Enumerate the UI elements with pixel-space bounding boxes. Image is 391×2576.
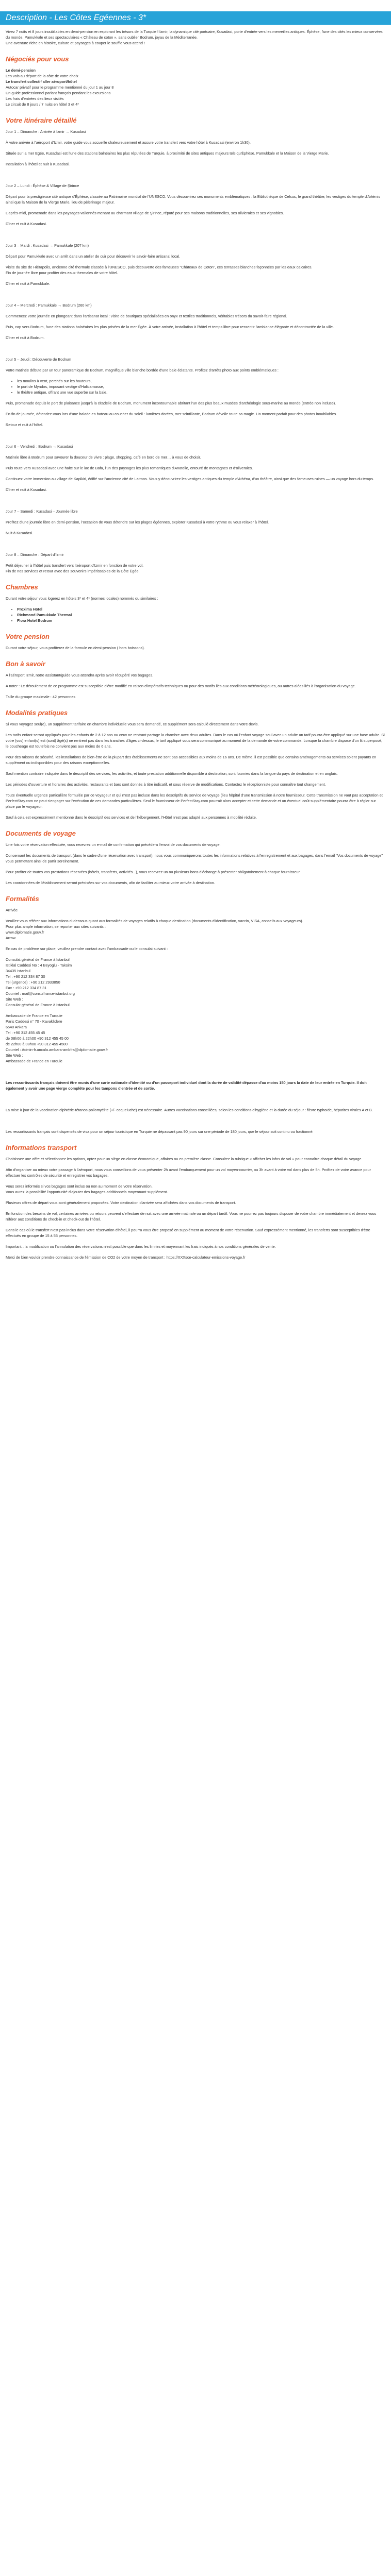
ambassade-line: de 22h00 à 08h00 +90 312 455 4500 [6,1042,68,1046]
bodrum-bullet-list [6,378,386,395]
transport-paragraph: Dans le cas où le transfert n'est pas inclus dans votre réservation d'hôtel, il pourra vous être proposé en supplément au moment de votre réservation. Sauf expressément mentionné, les transferts sont susceptibles d'être effectués en groupe de 15 à 55 personnes. [6,1228,370,1238]
formalites-text: Veuillez vous référer aux informations ci-dessous quant aux formalités de voyages relatifs à chaque destination (documents d'identification, vaccin, VISA, conseils aux voyageurs). [6,919,303,923]
ambassade-line: Ambassade de France en Turquie [6,1013,62,1018]
transport-paragraph: Plusieurs offres de départ vous sont généralement proposées. Votre destination d'arrivée sera affichées dans vos documents de transport. [6,1200,236,1205]
documents-block [6,842,386,886]
day-paragraph: Profitez d'une journée libre en demi-pension, l'occasion de vous détendre sur les plages égéennes, explorer Kusadasi à votre rythme ou vous relaxer à l'hôtel. [6,520,269,524]
spacer [6,172,386,178]
transport-paragraph: Merci de bien vouloir prendre connaissance de l'émission de CO2 de votre moyen de transport : https://XXXsce-calculateur-emissions-voyage.fr [6,1255,246,1260]
negocie-item: Un guide professionnel parlant français pendant les excursions [6,91,111,95]
ambassade-line: Paris Caddesi n° 70 - Kavaklıdere [6,1019,62,1024]
consulat-line: Tel (urgence) : +90 212 2933850 [6,980,60,985]
day-title: Jour 4 – Mercredi : Pamukkale → Bodrum (260 km) [6,303,92,308]
day-title: Jour 8 – Dimanche : Départ d'Izmir [6,552,64,557]
day-text: Fin de nos services et retour avec des souvenirs impérissables de la Côte Égée. [6,569,140,573]
consulat-line: Consulat général de France à Istanbul [6,1003,70,1007]
intro-block [6,29,386,46]
chambres-block [6,596,386,623]
modalites-paragraph: Les tarifs enfant seront appliqués pour les enfants de 2 à 12 ans ou ceux ne rentrant partage la chambre avec deux adultes. Dans le cas où l'enfant voyage seul avec un adulte un tarif pourra être appliqué sur une base adulte. Si votre (vos) enfant(s) est (sont) âgé(s) ne rentrent pas dans les tranches d'âges ci-dessus, le tarif appliqué vous sera communiqué au moment de la demande de votre commande. Lorsque la chambre dispose d'un lit superposé, le coucheage est toutefois ne convient pas aux moins de 6 ans. [6,733,385,749]
spacer [6,292,386,297]
day-title: Jour 6 – Vendredi : Bodrum → Kusadasi [6,444,73,449]
modalites-paragraph: Si vous voyagez seul(e), un supplément tarifaire en chambre individuelle vous sera demandé, ce supplément sera calculé directement dans votre devis. [6,722,259,726]
intro-paragraph: Vivez 7 nuits et 8 jours inoubliables en demi-pension en explorant les trésors de la Turquie ! Izmir, la dynamique cité portuaire, Kusadasi, porte d'entrée vers les merveilles antiques. Éphèse, l'une des cités les mieux conservées du monde, Pamukkale et ses spectaculaires « Château de coton », sans oublier Bodrum, joyau de la Méditerranée. [6,29,383,40]
consulat-line: Consulat général de France à Istanbul [6,957,70,962]
diplomatie-link[interactable]: www.diplomatie.gouv.fr [6,930,44,935]
formalites-paragraph [6,918,386,941]
modalites-paragraph: Toute éventuelle urgence particulière formulée par ce voyageur et qui n'est pas incluse dans les descriptifs du service de voyage (lieu hôpital d'une transmission à notre fournisseur. Cette transmission ne vaut pas acceptation et PerfectStay.com ne peut s'engager sur l'exécution de ces demandes particulières. Seul le fournisseur de PerfectStay.com pourrait alors accepter et cette demande et un éventuel coût supplémentaire pourra être à régler sur place par le voyageur. [6,793,383,809]
day-paragraph: Départ pour Pamukkale avec un arrêt dans un atelier de cuir pour découvrir le savoir-faire artisanal local. [6,254,181,259]
chambres-intro: Durant votre séjour vous logerez en hôtels 3* et 4* (normes locales) nommés ou similaires : [6,596,158,601]
day-title: Jour 3 – Mardi : Kusadasi → Pamukkale (207 km) [6,243,89,248]
itineraire-block [6,129,386,574]
day-paragraph: Matinée libre à Bodrum pour savourer la douceur de vivre : plage, shopping, café en bord de mer… à vous de choisir. [6,455,201,460]
spacer [6,433,386,438]
consulat-line: Courriel : mail@consulfrance-istanbul.org [6,991,75,996]
negocie-item: Autocar privatif pour le programme mentionné du jour 1 au jour 8 [6,85,114,90]
day-paragraph: Retour et nuit à l'hôtel. [6,422,43,427]
spacer [6,232,386,238]
formalites-text: Pour plus ample information, se reporter aux sites suivants : [6,924,106,929]
transport-paragraph: Afin d'organiser au mieux votre passage à l'aéroport, nous vous conseillons de vous présenter 2h avant l'embarquement pour un vol moyen-courrier, ou 3h avant à votre vol dans plus de 5h. Profitez de votre avance pour effectuer les contrôles de sécurité et enregistrer vos bagages. [6,1167,371,1178]
day-paragraph: Nuit à Kusadasi. [6,531,34,535]
chambres-heading: Chambres [6,583,38,591]
day-title: Jour 2 – Lundi : Éphèse & Village de Şirince [6,183,79,188]
day-text: Fin de journée libre pour profiter des eaux thermales de votre hôtel. [6,270,118,275]
day-paragraph: À votre arrivée à l'aéroport d'Izmir, votre guide vous accueille chaleureusement et assure votre transfert vers votre hôtel à Kusadasi (environ 1h30). [6,140,251,145]
documents-paragraph: Concernant les documents de transport (dans le cadre d'une réservation avec transport), nous vous communiquerons toutes les informations relatives à l'enregistrement et aux bagages, dans l'email "Vos documents de voyage" vous permettant ainsi de partir sereinement. [6,853,383,863]
formalites-block [6,907,386,1134]
day-text: Visite du site de Hiérapolis, ancienne cité thermale classée à l'UNESCO, puis découverte des fameuses "Châteaux de Coton", ces terrasses blanches façonnées par les eaux calcaires. [6,265,313,269]
ambassade-line: Tel : +90 312 455 45 45 [6,1030,45,1035]
consulat-line: Istiklal Caddesi No : 4 Beyoglu - Taksim [6,963,72,968]
bullet-item: • les moulins à vent, perchés sur les hauteurs, [17,378,386,384]
ambassade-line: Site Web : [6,1053,23,1058]
transport-text: Vous aurez la possibilité l'opportunité d'ajouter des bagages additionnels moyennant supplément. [6,1190,168,1194]
transport-text: Vous serez informés si vos bagages sont inclus ou non au moment de votre réservation. [6,1184,153,1189]
documents-paragraph: Pour profiter de toutes vos prestations réservées (hôtels, transferts, activités...), vous recevrez un ou plusieurs bons d'échange à présenter obligatoirement à chaque fournisseur. [6,870,301,874]
modalites-paragraph: Sauf mention contraire indiquée dans le descriptif des services, les activités, et toute prestation additionnelle disponible à destination, sont fournies dans la langue du pays de destination et en anglais. [6,771,338,776]
transport-paragraph: En fonction des besoins de vol, certaines arrivées ou retours peuvent s'effectuer de nuit avec une arrivée matinale ou un départ tardif. Vous ne pourrez pas toujours disposer de votre chambre immédiatement et devrez vous référer aux conditions de check-in et check-out de l'hôtel. [6,1211,377,1222]
transport-heading: Informations transport [6,1144,77,1151]
modalites-heading: Modalités pratiques [6,709,68,717]
documents-heading: Documents de voyage [6,829,76,837]
ambassade-line: Ambassade de France en Turquie [6,1059,62,1063]
negocies-list [6,67,386,107]
day-paragraph: Puis, cap vers Bodrum, l'une des stations balnéaires les plus prisées de la mer Égée. À votre arrivée, installation à l'hôtel et temps libre pour ressentir l'ambiance élégante et décontractée de la ville. [6,325,334,329]
consulat-line: Fax : +90 212 334 87 31 [6,986,47,990]
day-paragraph [6,264,386,276]
hotel-item: • Flora Hotel Bodrum [17,618,386,623]
day-paragraph: Dîner et nuit à Bodrum. [6,335,45,340]
negocie-item: Les frais d'entrées des lieux visités [6,96,64,101]
negocie-item: Le transfert collectif aller aéroport/hôtel [6,79,77,84]
formalites-heading: Formalités [6,895,39,903]
bonasavoir-heading: Bon à savoir [6,660,45,668]
day-paragraph: L'après-midi, promenade dans les paysages vallonnés menant au charmant village de Şirince, réputé pour ses maisons traditionnelles, ses olivieraies et ses vignobles. [6,211,284,215]
formalites-case: En cas de problème sur place, veuillez prendre contact avec l'ambassade ou le consulat suivant : [6,946,168,951]
visa-paragraph: Les ressortissants français sont dispensés de visa pour un séjour touristique en Turquie ne dépassant pas 90 jours sur une période de 180 jours, que le séjour soit continu ou fractionné. [6,1129,314,1134]
bonasavoir-paragraph: Taille du groupe maximale : 42 personnes [6,694,76,699]
consulat-line: Site Web : [6,997,23,1002]
day-paragraph: Continuez votre immersion au village de Kapikiri, édifié sur l'ancienne cité de Latmos. Vous y découvrirez les vestiges antiques du temple d'Athéna, d'un théâtre, ainsi que des fameuses ruines — un voyage hors du temps. [6,477,374,481]
day-title: Jour 7 – Samedi : Kusadasi – Journée libre [6,509,78,514]
day-text: Petit déjeuner à l'hôtel puis transfert vers l'aéroport d'Izmir en fonction de votre vol. [6,563,144,568]
day-paragraph: Dîner et nuit à Kusadasi. [6,222,47,226]
passport-notice: Les ressortissants français doivent être munis d'une carte nationale d'identité ou d'un passeport individuel dont la durée de validité dépasse d'au moins 150 jours la date de leur entrée en Turquie. Il doit également y avoir une page vierge complète pour les tampons d'entrée et de sortie. [6,1080,367,1091]
negocie-item: Le circuit de 8 jours / 7 nuits en hôtel 3 et 4* [6,102,79,107]
modalites-block [6,721,386,820]
page [0,11,391,1272]
day-paragraph: Installation à l'hôtel et nuit à Kusadasi. [6,162,70,166]
hotel-item: • Richmond Pamukkale Thermal [17,612,386,618]
bonasavoir-block [6,672,386,700]
spacer [6,1069,386,1075]
negocie-item: Les vols au départ de la côte de votre choix [6,74,78,78]
spacer [6,498,386,503]
transport-block [6,1156,386,1260]
spacer [6,1096,386,1102]
transport-paragraph: Important : la modification ou l'annulation des réservations n'est possible que dans les limites et moyennant les frais indiqués à nos conditions générales de vente. [6,1244,276,1249]
page-title: Description - Les Côtes Egéennes - 3* [0,11,391,25]
day-paragraph: Votre matinée débute par un tour panoramique de Bodrum, magnifique ville blanche bordée d'une baie éclatante. Profitez d'arrêts photo aux points emblématiques : [6,368,279,372]
ambassade-line: 6540 Ankara [6,1025,27,1029]
intro-paragraph: Une aventure riche en histoire, culture et paysages à couper le souffle vous attend ! [6,41,145,45]
day-title: Jour 1 – Dimanche : Arrivée à Izmir → Kusadasi [6,129,86,134]
day-paragraph: Dîner et nuit à Pamukkale. [6,281,50,286]
ambassade-line: Courriel : Admin-fr.ancala.ambara-ambfra@diplomatie.gouv.fr [6,1047,108,1052]
transport-paragraph: Choisissez une offre et sélectionnez les options, optez pour un siège en classe économique, affaires ou en première classe. Consultez la rubrique « afficher les infos de vol » pour connaître chaque détail du voyage. [6,1157,363,1161]
consulat-line: 34435 Istanbul [6,969,30,973]
day-paragraph: Départ pour la prestigieuse cité antique d'Éphèse, classée au Patrimoine mondial de l'UNESCO. Vous découvrirez ses monuments emblématiques : la Bibliothèque de Celsus, le grand théâtre, les vestiges du temple d'Artémis ainsi que la Maison de la Vierge Marie, lieu de pèlerinage majeur. [6,194,381,205]
bullet-item: • le port de Myndos, imposant vestige d'Halicarnasse, [17,384,386,389]
itineraire-heading: Votre itinéraire détaillé [6,116,77,124]
day-title: Jour 5 – Jeudi : Découverte de Bodrum [6,357,71,362]
formalites-arrivee: Arrivée [6,908,18,912]
modalites-paragraph: Les périodes d'ouverture et horaires des activités, restaurants et bars sont donnés à titre indicatif, et sous réserve de modifications. Contactez le réceptionniste pour connaître tout changement. [6,782,326,787]
negocies-heading: Négociés pour vous [6,55,69,63]
spacer [6,1118,386,1124]
consulat-line: Tel : +90 212 334 87 30 [6,974,45,979]
pension-heading: Votre pension [6,633,50,640]
arrow-link[interactable]: Arrow [6,936,16,940]
day-paragraph: En fin de journée, détendez-vous lors d'une balade en bateau au coucher du soleil : lumières dorées, mer scintillante, Bodrum dévoile toute sa magie. Un moment parfait pour des photos inoubliables. [6,412,337,416]
pension-block [6,645,386,651]
transport-paragraph [6,1183,386,1195]
bullet-item: • le théâtre antique, offrant une vue superbe sur la baie. [17,389,386,395]
pension-text: Durant votre séjour, vous profiterez de la formule en demi-pension ( hors boissons). [6,646,145,650]
vaccination-paragraph: La mise à jour de la vaccination diphtérie-tétanos-poliomyélite (+/- coqueluche) est nécessaire. Autres vaccinations conseillées, selon les conditions d'hygiène et la durée du séjour : fièvre typhoïde, hépatites virales A et B. [6,1108,373,1112]
ambassade-address [6,1013,386,1064]
day-paragraph: Puis route vers Kusadasi avec une halte sur le lac de Bafa, l'un des paysages les plus romantiques d'Anatolie, entouré de montagnes et d'oliveraies. [6,466,253,470]
hotel-item: • Proxima Hotel [17,606,386,612]
day-paragraph: Dîner et nuit à Kusadasi. [6,487,47,492]
negocie-item: Le demi-pension [6,68,36,73]
day-paragraph: Puis, promenade depuis le port de plaisance jusqu'à la citadelle de Bodrum, monument incontournable abritant l'un des plus beaux musées d'archéologie sous-marine au monde (entrée non incluse). [6,401,336,405]
modalites-paragraph: Sauf à cela est expressément mentionné dans le descriptif des services et de l'hébergement, l'Hôtel n'est pas adapté aux personnes à mobilité réduite. [6,815,257,820]
day-paragraph: Commencez votre journée en plongeant dans l'artisanat local : visite de boutiques spécialisées en onyx et textiles traditionnels, véritables trésors du savoir-faire régional. [6,314,287,318]
documents-paragraph: Une fois votre réservation effectuée, vous recevrez un e-mail de confirmation qui précédera l'envoi de vos documents de voyage. [6,842,221,847]
day-paragraph [6,563,386,574]
ambassade-line: de 08h00 à 22h00 +90 312 455 45 00 [6,1036,69,1041]
consulat-address [6,957,386,1008]
bonasavoir-paragraph: A l'aéroport Izmir, notre assistant/guide vous attendra après avoir récupéré vos bagages. [6,673,154,677]
spacer [6,346,386,351]
day-paragraph: Située sur la mer Egée, Kusadasi est l'une des stations balnéaires les plus réputées de Turquie, à proximité de sites antiques majeurs tels qu'Éphèse, Pamukkale et la Maison de la Vierge Marie. [6,151,329,156]
hotel-list [6,606,386,623]
bonasavoir-paragraph: A noter : Le déroulement de ce programme est susceptible d'être modifié en raison d'impératifs techniques ou pour des motifs liés aux conditions météorologiques, ou autres aléas liés à l'organisation du voyage. [6,684,356,688]
documents-paragraph: Les coordonnées de l'établissement seront précisées sur vos documents, afin de faciliter au mieux votre arrivée à destination. [6,880,215,885]
spacer [6,541,386,547]
modalites-paragraph: Pour des raisons de sécurité, les installations de bien-être de la plupart des établissements ne sont pas accessibles aux moins de 16 ans. De même, il est possible que certains aménagements ou services soient payants en supplément ou indisponibles pour des raisons exceptionnelles. [6,755,377,765]
